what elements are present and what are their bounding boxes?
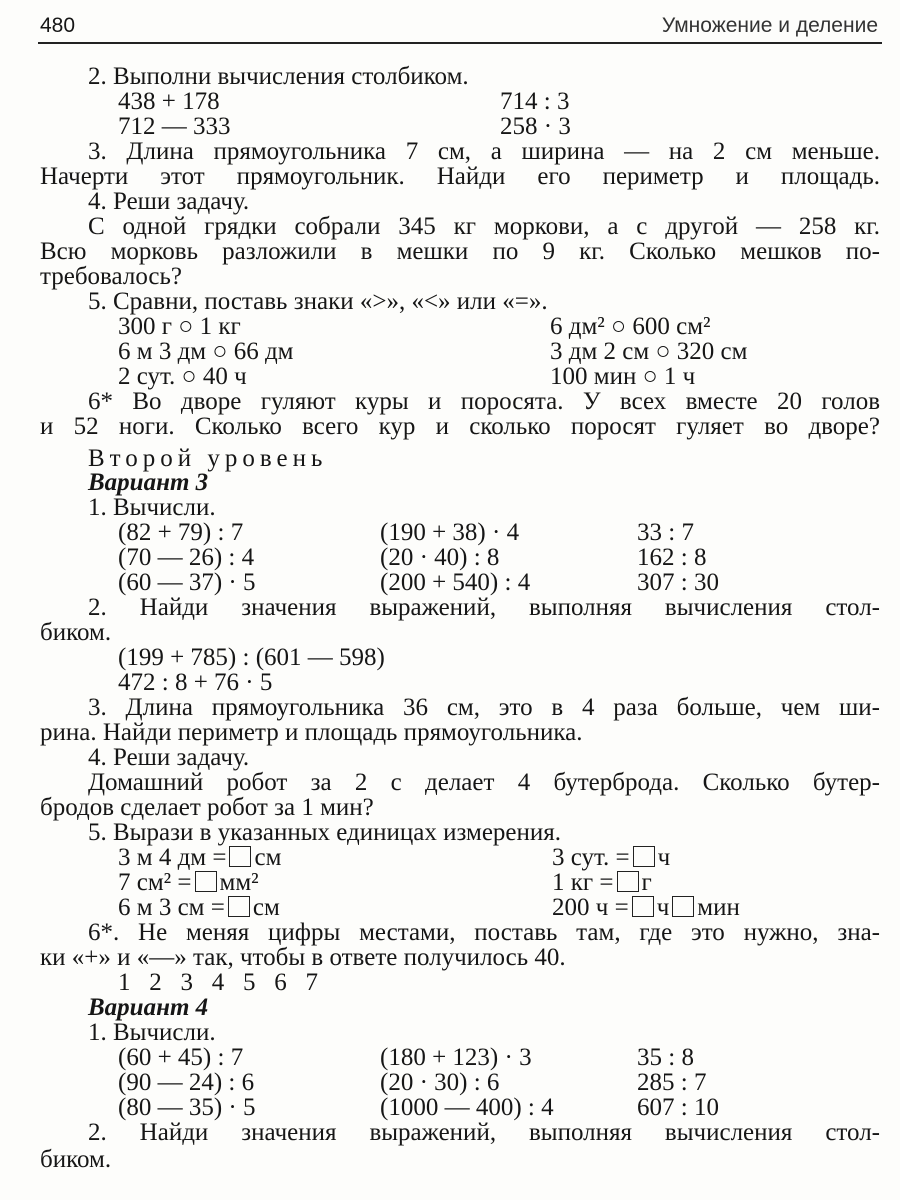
task-text: 6*. Не меняя цифры местами, поставь там, где это нужно, зна- xyxy=(88,919,880,946)
conversion-unit: см xyxy=(252,894,280,921)
expression: (20 · 40) : 8 xyxy=(380,544,500,571)
expression: (90 — 24) : 6 xyxy=(118,1069,255,1096)
expression: 712 — 333 xyxy=(118,113,231,140)
expression: 307 : 30 xyxy=(637,569,719,596)
answer-box xyxy=(195,871,217,892)
expression: 35 : 8 xyxy=(637,1044,694,1071)
expression: 607 : 10 xyxy=(637,1094,719,1121)
task-text: биком. xyxy=(40,1146,112,1173)
expression: 714 : 3 xyxy=(500,88,570,115)
expression: (180 + 123) · 3 xyxy=(380,1044,532,1071)
conversion-left: 6 м 3 см = xyxy=(118,894,225,921)
expression: (1000 — 400) : 4 xyxy=(380,1094,554,1121)
expression: 33 : 7 xyxy=(637,519,694,546)
answer-box xyxy=(632,896,654,917)
conversion-unit: ч xyxy=(657,844,671,871)
task-heading: 5. Сравни, поставь знаки «>», «<» или «=». xyxy=(88,288,548,315)
conversion-unit: г xyxy=(641,869,652,896)
answer-box xyxy=(617,871,639,892)
answer-box xyxy=(228,896,250,917)
running-title: Умножение и деление xyxy=(661,14,878,37)
task-text: С одной грядки собрали 345 кг моркови, а с другой — 258 кг. xyxy=(88,213,880,240)
expression: 258 · 3 xyxy=(500,113,571,140)
expression: (20 · 30) : 6 xyxy=(380,1069,500,1096)
expression: 438 + 178 xyxy=(118,88,220,115)
task-text: бродов сделает робот за 1 мин? xyxy=(40,794,374,821)
conversion xyxy=(118,895,280,920)
level-title: Второй уровень xyxy=(88,445,328,472)
conversion-left: 200 ч = xyxy=(552,894,629,921)
variant-title: Вариант 3 xyxy=(88,469,209,496)
expression: 285 : 7 xyxy=(637,1069,707,1096)
task-heading: 5. Вырази в указанных единицах измерения. xyxy=(88,819,562,846)
expression: (60 — 37) · 5 xyxy=(118,569,256,596)
task-text: Начерти этот прямоугольник. Найди его периметр и площадь. xyxy=(40,163,880,190)
conversion-left: 3 сут. = xyxy=(552,844,630,871)
answer-box xyxy=(633,846,655,867)
task-text: 2. Найди значения выражений, выполняя вычисления стол- xyxy=(88,1119,880,1146)
task-text: Всю морковь разложили в мешки по 9 кг. Сколько мешков по- xyxy=(40,238,880,265)
answer-box xyxy=(672,896,694,917)
task-text: ки «+» и «—» так, чтобы в ответе получилось 40. xyxy=(40,944,566,971)
comparison: 3 дм 2 см ○ 320 см xyxy=(550,338,748,365)
task-heading: 2. Выполни вычисления столбиком. xyxy=(88,63,469,90)
conversion-unit: ч xyxy=(656,894,670,921)
task-text: требовалось? xyxy=(40,263,183,290)
conversion xyxy=(552,870,652,895)
conversion xyxy=(552,895,740,920)
conversion-left: 7 см² = xyxy=(118,869,192,896)
conversion xyxy=(118,845,281,870)
task-text: биком. xyxy=(40,619,112,646)
comparison: 100 мин ○ 1 ч xyxy=(550,363,696,390)
task-text: 3. Длина прямоугольника 36 см, это в 4 раза больше, чем ши- xyxy=(88,694,880,721)
digit-row: 1 2 3 4 5 6 7 xyxy=(118,969,318,996)
task-text: 3. Длина прямоугольника 7 см, а ширина — на 2 см меньше. xyxy=(88,138,880,165)
conversion-left: 1 кг = xyxy=(552,869,614,896)
expression: (199 + 785) : (601 — 598) xyxy=(118,644,385,671)
expression: (80 — 35) · 5 xyxy=(118,1094,256,1121)
conversion-left: 3 м 4 дм = xyxy=(118,844,227,871)
expression: (190 + 38) · 4 xyxy=(380,519,520,546)
conversion-unit: мин xyxy=(697,894,740,921)
task-text: Домашний робот за 2 с делает 4 бутерброда. Сколько бутер- xyxy=(88,769,880,796)
task-heading: 1. Вычисли. xyxy=(88,494,216,521)
task-text: рина. Найди периметр и площадь прямоугольника. xyxy=(40,719,583,746)
expression: (60 + 45) : 7 xyxy=(118,1044,244,1071)
comparison: 2 сут. ○ 40 ч xyxy=(118,363,247,390)
answer-box xyxy=(229,846,251,867)
comparison: 300 г ○ 1 кг xyxy=(118,313,241,340)
task-heading: 4. Реши задачу. xyxy=(88,744,250,771)
expression: (82 + 79) : 7 xyxy=(118,519,244,546)
task-text: и 52 ноги. Сколько всего кур и сколько поросят гуляет во дворе? xyxy=(40,413,880,440)
task-heading: 1. Вычисли. xyxy=(88,1019,216,1046)
expression: 472 : 8 + 76 · 5 xyxy=(118,669,273,696)
task-heading: 4. Реши задачу. xyxy=(88,188,250,215)
header-rule xyxy=(38,42,882,44)
conversion-unit: см xyxy=(254,844,282,871)
variant-title: Вариант 4 xyxy=(88,994,209,1021)
conversion xyxy=(552,845,670,870)
task-text: 6* Во дворе гуляют куры и поросята. У всех вместе 20 голов xyxy=(88,388,880,415)
expression: (200 + 540) : 4 xyxy=(380,569,531,596)
expression: 162 : 8 xyxy=(637,544,707,571)
conversion xyxy=(118,870,259,895)
conversion-unit: мм² xyxy=(219,869,259,896)
page-number: 480 xyxy=(40,14,76,37)
expression: (70 — 26) : 4 xyxy=(118,544,255,571)
comparison: 6 м 3 дм ○ 66 дм xyxy=(118,338,294,365)
comparison: 6 дм² ○ 600 см² xyxy=(550,313,711,340)
task-text: 2. Найди значения выражений, выполняя вычисления стол- xyxy=(88,594,880,621)
